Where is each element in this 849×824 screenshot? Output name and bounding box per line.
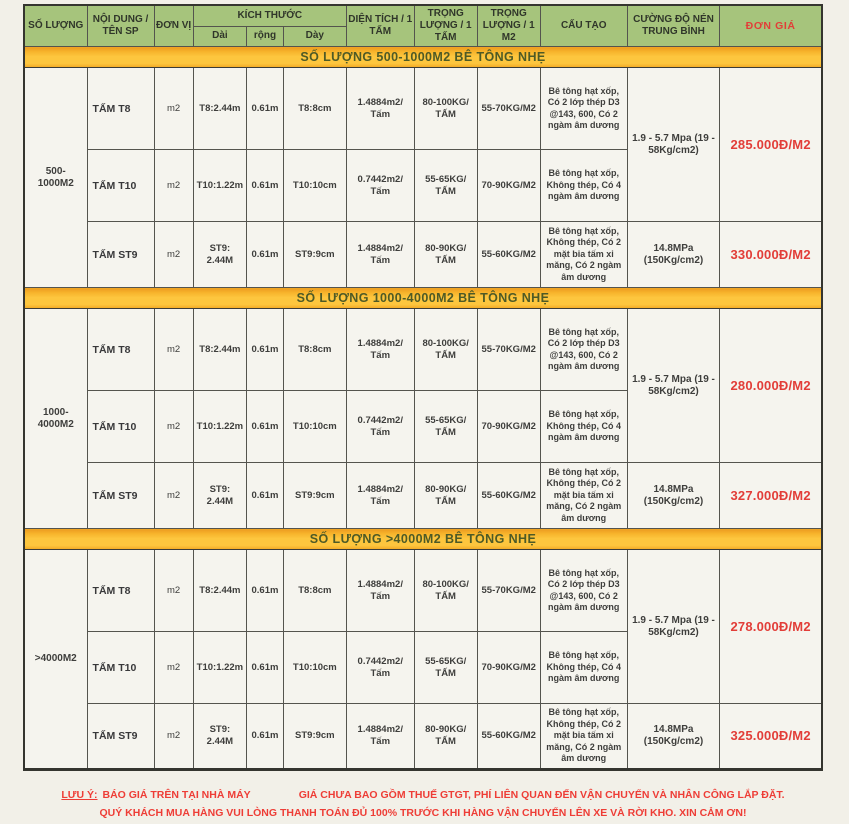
cell-product-name: TẤM T8 — [87, 68, 154, 150]
table-row — [24, 550, 822, 632]
cell-width: 0.61m — [247, 704, 284, 770]
cell-area: 0.7442m2/ Tấm — [346, 391, 414, 463]
cell-weight-per-m2: 55-60KG/M2 — [477, 704, 540, 770]
cell-weight-per-m2: 55-70KG/M2 — [477, 550, 540, 632]
cell-weight-per-panel: 55-65KG/ TẤM — [414, 632, 477, 704]
cell-structure: Bê tông hạt xốp, Không thép, Có 4 ngàm âm dương — [540, 632, 627, 704]
section-1000-4000m2 — [24, 288, 822, 529]
section-over-4000m2 — [24, 529, 822, 770]
cell-weight-per-m2: 55-60KG/M2 — [477, 222, 540, 288]
table-row — [24, 463, 822, 529]
cell-weight-per-m2: 70-90KG/M2 — [477, 150, 540, 222]
cell-product-name: TẤM T10 — [87, 150, 154, 222]
cell-area: 1.4884m2/ Tấm — [346, 68, 414, 150]
table-row — [24, 222, 822, 288]
cell-thickness: T8:8cm — [283, 309, 346, 391]
table-row — [24, 68, 822, 150]
cell-quantity-group: 500-1000M2 — [24, 68, 87, 288]
header-dimensions: KÍCH THƯỚC — [193, 5, 346, 26]
cell-structure: Bê tông hạt xốp, Có 2 lớp thép D3 @143, 600, Có 2 ngàm âm dương — [540, 68, 627, 150]
cell-product-name: TẤM ST9 — [87, 704, 154, 770]
cell-width: 0.61m — [247, 150, 284, 222]
cell-structure: Bê tông hạt xốp, Không thép, Có 4 ngàm âm dương — [540, 391, 627, 463]
cell-weight-per-m2: 70-90KG/M2 — [477, 391, 540, 463]
cell-quantity-group: >4000M2 — [24, 550, 87, 770]
cell-width: 0.61m — [247, 68, 284, 150]
cell-weight-per-panel: 80-100KG/ TẤM — [414, 309, 477, 391]
cell-width: 0.61m — [247, 222, 284, 288]
header-structure: CẤU TẠO — [540, 5, 627, 47]
cell-unit: m2 — [154, 309, 193, 391]
scan-edge-shadow — [0, 0, 16, 824]
cell-unit: m2 — [154, 391, 193, 463]
cell-length: T8:2.44m — [193, 309, 246, 391]
cell-unit: m2 — [154, 222, 193, 288]
header-quantity: SỐ LƯỢNG — [24, 5, 87, 47]
cell-length: T8:2.44m — [193, 68, 246, 150]
cell-price: 280.000Đ/M2 — [720, 309, 822, 463]
cell-unit: m2 — [154, 550, 193, 632]
cell-length: ST9: 2.44M — [193, 704, 246, 770]
cell-product-name: TẤM T10 — [87, 391, 154, 463]
cell-area: 1.4884m2/ Tấm — [346, 550, 414, 632]
cell-weight-per-m2: 55-60KG/M2 — [477, 463, 540, 529]
cell-product-name: TẤM T10 — [87, 632, 154, 704]
cell-weight-per-m2: 55-70KG/M2 — [477, 309, 540, 391]
cell-structure: Bê tông hạt xốp, Không thép, Có 2 mặt bia tấm xi măng, Có 2 ngàm âm dương — [540, 704, 627, 770]
cell-thickness: ST9:9cm — [283, 704, 346, 770]
cell-length: ST9: 2.44M — [193, 222, 246, 288]
scanned-price-quote-page — [23, 4, 823, 822]
cell-length: T10:1.22m — [193, 632, 246, 704]
note-factory-price: BÁO GIÁ TRÊN TẠI NHÀ MÁY — [102, 789, 251, 801]
cell-thickness: T10:10cm — [283, 391, 346, 463]
note-tax-exclusion: GIÁ CHƯA BAO GỒM THUẾ GTGT, PHÍ LIÊN QUAN ĐẾN VẬN CHUYỂN VÀ NHÂN CÔNG LẮP ĐẶT. — [298, 789, 785, 801]
cell-width: 0.61m — [247, 632, 284, 704]
cell-area: 1.4884m2/ Tấm — [346, 463, 414, 529]
footer-notes — [23, 786, 823, 822]
cell-structure: Bê tông hạt xốp, Không thép, Có 4 ngàm âm dương — [540, 150, 627, 222]
price-table — [23, 4, 823, 771]
cell-structure: Bê tông hạt xốp, Có 2 lớp thép D3 @143, 600, Có 2 ngàm âm dương — [540, 309, 627, 391]
cell-length: T10:1.22m — [193, 150, 246, 222]
header-area: DIỆN TÍCH / 1 TẤM — [346, 5, 414, 47]
cell-price: 325.000Đ/M2 — [720, 704, 822, 770]
cell-weight-per-panel: 55-65KG/ TẤM — [414, 391, 477, 463]
header-product: NỘI DUNG / TÊN SP — [87, 5, 154, 47]
cell-unit: m2 — [154, 463, 193, 529]
header-unit-price: ĐƠN GIÁ — [720, 5, 822, 47]
section-500-1000m2 — [24, 47, 822, 288]
cell-thickness: ST9:9cm — [283, 463, 346, 529]
cell-unit: m2 — [154, 704, 193, 770]
cell-product-name: TẤM T8 — [87, 309, 154, 391]
cell-thickness: T8:8cm — [283, 550, 346, 632]
cell-weight-per-m2: 55-70KG/M2 — [477, 68, 540, 150]
header-thickness: Dày — [283, 26, 346, 46]
cell-strength: 14.8MPa (150Kg/cm2) — [627, 704, 720, 770]
table-header — [24, 5, 822, 47]
cell-product-name: TẤM ST9 — [87, 222, 154, 288]
cell-quantity-group: 1000-4000M2 — [24, 309, 87, 529]
note-line-2: QUÝ KHÁCH MUA HÀNG VUI LÒNG THANH TOÁN ĐỦ 100% TRƯỚC KHI HÀNG VẬN CHUYỂN LÊN XE VÀ RỜI KHO. XIN CẢM ƠN! — [99, 807, 747, 819]
cell-area: 0.7442m2/ Tấm — [346, 632, 414, 704]
table-row — [24, 309, 822, 391]
cell-weight-per-m2: 70-90KG/M2 — [477, 632, 540, 704]
note-line-1 — [23, 786, 823, 804]
cell-width: 0.61m — [247, 550, 284, 632]
cell-price: 278.000Đ/M2 — [720, 550, 822, 704]
header-weight-per-m2: TRỌNG LƯỢNG / 1 M2 — [477, 5, 540, 47]
cell-structure: Bê tông hạt xốp, Có 2 lớp thép D3 @143, 600, Có 2 ngàm âm dương — [540, 550, 627, 632]
cell-weight-per-panel: 80-90KG/ TẤM — [414, 222, 477, 288]
header-weight-per-panel: TRỌNG LƯỢNG / 1 TẤM — [414, 5, 477, 47]
cell-price: 327.000Đ/M2 — [720, 463, 822, 529]
cell-structure: Bê tông hạt xốp, Không thép, Có 2 mặt bia tấm xi măng, Có 2 ngàm âm dương — [540, 463, 627, 529]
section-banner: SỐ LƯỢNG >4000M2 BÊ TÔNG NHẸ — [24, 529, 822, 550]
cell-unit: m2 — [154, 632, 193, 704]
cell-area: 1.4884m2/ Tấm — [346, 222, 414, 288]
cell-weight-per-panel: 80-90KG/ TẤM — [414, 463, 477, 529]
cell-length: T8:2.44m — [193, 550, 246, 632]
header-compressive-strength: CƯỜNG ĐỘ NÉN TRUNG BÌNH — [627, 5, 720, 47]
cell-width: 0.61m — [247, 309, 284, 391]
cell-thickness: T8:8cm — [283, 68, 346, 150]
cell-length: T10:1.22m — [193, 391, 246, 463]
table-row — [24, 704, 822, 770]
cell-structure: Bê tông hạt xốp, Không thép, Có 2 mặt bia tấm xi măng, Có 2 ngàm âm dương — [540, 222, 627, 288]
note-label: LƯU Ý: — [61, 789, 98, 801]
cell-strength: 14.8MPa (150Kg/cm2) — [627, 463, 720, 529]
cell-thickness: T10:10cm — [283, 632, 346, 704]
cell-thickness: T10:10cm — [283, 150, 346, 222]
header-width: rộng — [247, 26, 284, 46]
cell-strength: 1.9 - 5.7 Mpa (19 - 58Kg/cm2) — [627, 309, 720, 463]
cell-width: 0.61m — [247, 463, 284, 529]
cell-weight-per-panel: 80-90KG/ TẤM — [414, 704, 477, 770]
cell-strength: 1.9 - 5.7 Mpa (19 - 58Kg/cm2) — [627, 68, 720, 222]
header-length: Dài — [193, 26, 246, 46]
header-unit: ĐƠN VỊ — [154, 5, 193, 47]
cell-strength: 1.9 - 5.7 Mpa (19 - 58Kg/cm2) — [627, 550, 720, 704]
cell-area: 1.4884m2/ Tấm — [346, 309, 414, 391]
cell-weight-per-panel: 55-65KG/ TẤM — [414, 150, 477, 222]
section-banner: SỐ LƯỢNG 1000-4000M2 BÊ TÔNG NHẸ — [24, 288, 822, 309]
cell-area: 1.4884m2/ Tấm — [346, 704, 414, 770]
cell-price: 285.000Đ/M2 — [720, 68, 822, 222]
cell-unit: m2 — [154, 150, 193, 222]
cell-area: 0.7442m2/ Tấm — [346, 150, 414, 222]
cell-width: 0.61m — [247, 391, 284, 463]
cell-weight-per-panel: 80-100KG/ TẤM — [414, 550, 477, 632]
cell-unit: m2 — [154, 68, 193, 150]
cell-weight-per-panel: 80-100KG/ TẤM — [414, 68, 477, 150]
cell-price: 330.000Đ/M2 — [720, 222, 822, 288]
cell-strength: 14.8MPa (150Kg/cm2) — [627, 222, 720, 288]
cell-thickness: ST9:9cm — [283, 222, 346, 288]
section-banner: SỐ LƯỢNG 500-1000M2 BÊ TÔNG NHẸ — [24, 47, 822, 68]
cell-length: ST9: 2.44M — [193, 463, 246, 529]
cell-product-name: TẤM ST9 — [87, 463, 154, 529]
cell-product-name: TẤM T8 — [87, 550, 154, 632]
